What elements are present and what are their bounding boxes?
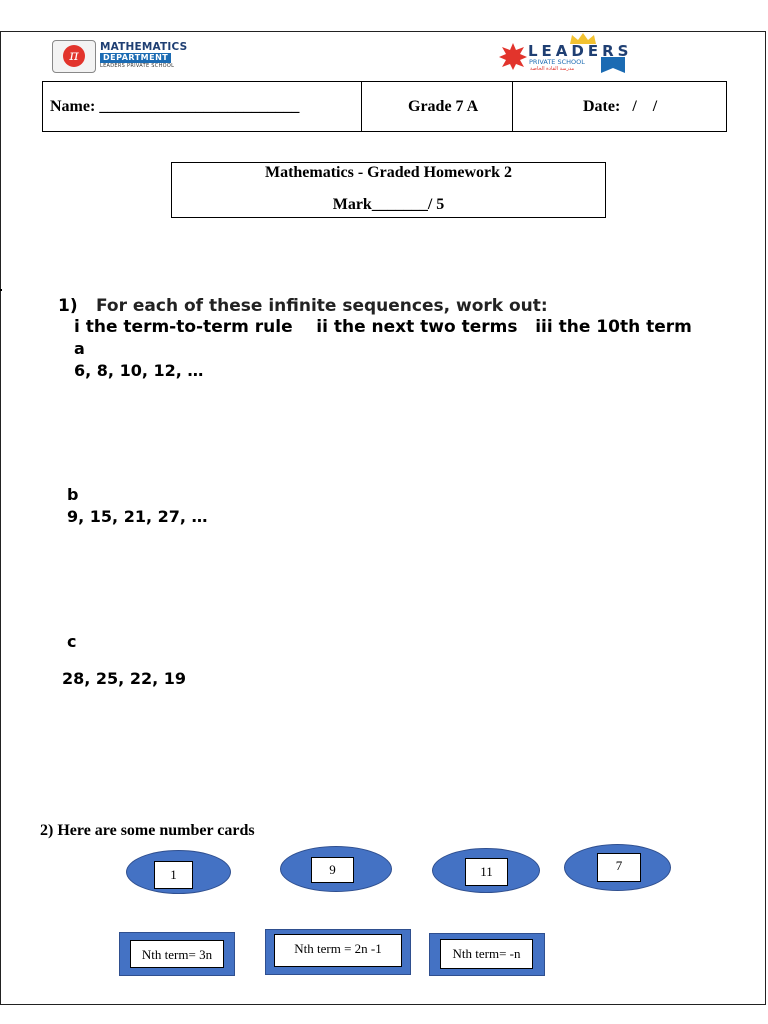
question-2-prompt: 2) Here are some number cards <box>40 822 255 839</box>
part-a-label: a <box>74 339 85 358</box>
logo-department: DEPARTMENT <box>100 53 171 63</box>
nth-term-card <box>429 933 545 976</box>
logo-school: LEADERS PRIVATE SCHOOL <box>100 63 175 69</box>
nth-term-card <box>119 932 235 976</box>
part-c-label: c <box>67 632 77 651</box>
margin-dot <box>0 289 2 291</box>
number-card-oval <box>564 844 671 891</box>
date-field[interactable]: Date: / / <box>583 98 658 115</box>
name-field[interactable]: Name: _________________________ <box>50 98 300 115</box>
grade-label: Grade 7 A <box>408 98 479 115</box>
logo-title: MATHEMATICS <box>100 41 188 53</box>
question-1-number: 1) <box>58 296 78 316</box>
number-card-value: 1 <box>154 861 193 889</box>
nth-term-text: Nth term = 2n -1 <box>274 934 402 967</box>
pi-icon: π <box>52 40 96 73</box>
number-card-oval <box>432 848 540 893</box>
homework-title-box <box>171 162 606 218</box>
homework-title: Mathematics - Graded Homework 2 <box>264 164 513 181</box>
number-card-value: 11 <box>465 858 508 886</box>
leaders-school-logo <box>498 33 638 75</box>
nth-term-text: Nth term= 3n <box>130 940 224 968</box>
math-department-logo <box>52 40 202 72</box>
leaders-word: LEADERS <box>528 42 633 60</box>
nth-term-card <box>265 929 411 975</box>
part-b-label: b <box>67 485 79 504</box>
part-a-sequence: 6, 8, 10, 12, … <box>74 361 204 380</box>
mark-field: Mark_______/ 5 <box>332 196 445 213</box>
number-card-value: 7 <box>597 853 641 882</box>
student-info-table <box>42 81 727 132</box>
nth-term-text: Nth term= -n <box>440 939 533 969</box>
number-card-value: 9 <box>311 857 354 883</box>
question-1-prompt: For each of these infinite sequences, work out: <box>96 296 548 316</box>
number-card-oval <box>126 850 231 894</box>
part-c-sequence: 28, 25, 22, 19 <box>62 669 187 688</box>
leaders-subtitle: PRIVATE SCHOOL <box>529 58 585 66</box>
part-b-sequence: 9, 15, 21, 27, … <box>67 507 208 526</box>
question-1-subparts: i the term-to-term rule ii the next two terms iii the 10th term <box>74 317 692 337</box>
starburst-icon <box>498 41 528 71</box>
number-card-oval <box>280 846 392 892</box>
leaders-arabic: مدرسة القادة الخاصة <box>530 66 575 72</box>
